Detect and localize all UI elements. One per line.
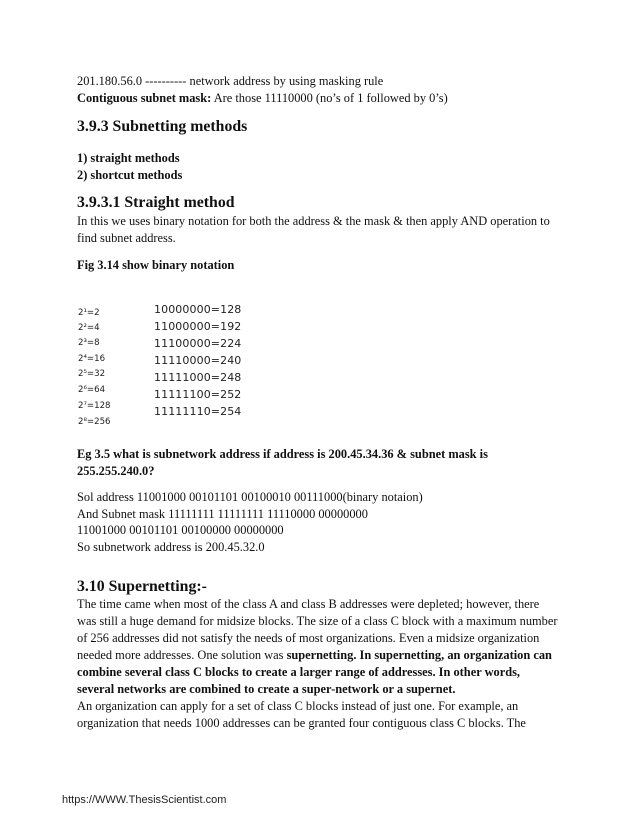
supernetting-text-6: several networks are combined to create a super-network or a supernet. <box>77 682 456 696</box>
supernetting-text-2: was still a huge demand for midsize blocks. The size of a class C block with a maximum number <box>77 614 558 628</box>
power-entry: 2⁷=128 <box>78 401 111 411</box>
supernetting-text-1: The time came when most of the class A and class B addresses were depleted; however, there <box>77 597 540 611</box>
binary-value: 11100000=224 <box>154 337 242 350</box>
section-heading-subnetting-methods: 3.9.3 Subnetting methods <box>77 118 248 135</box>
supernetting-text-4-bold: supernetting. In supernetting, an organization can <box>286 648 552 662</box>
supernetting-text-8: organization that needs 1000 addresses can be granted four contiguous class C blocks. The <box>77 716 526 730</box>
binary-value: 11110000=240 <box>154 354 242 367</box>
contiguous-mask-label: Contiguous subnet mask: <box>77 91 212 105</box>
supernetting-text-4-normal: needed more addresses. One solution was <box>77 648 287 662</box>
straight-method-text-2: find subnet address. <box>77 231 176 245</box>
binary-value: 11111100=252 <box>154 388 242 401</box>
figure-caption: Fig 3.14 show binary notation <box>77 258 235 272</box>
method-item-1: 1) straight methods <box>77 151 180 165</box>
method-item-2: 2) shortcut methods <box>77 168 183 182</box>
binary-value: 11111110=254 <box>154 405 242 418</box>
footer-url: https://WWW.ThesisScientist.com <box>62 794 227 806</box>
solution-line-4: So subnetwork address is 200.45.32.0 <box>77 540 265 554</box>
section-heading-straight-method: 3.9.3.1 Straight method <box>77 194 235 211</box>
supernetting-text-7: An organization can apply for a set of class C blocks instead of just one. For example, an <box>77 699 519 713</box>
supernetting-text-4 <box>77 647 552 664</box>
binary-value: 11000000=192 <box>154 320 242 333</box>
power-entry: 2⁸=256 <box>78 417 111 427</box>
solution-line-2: And Subnet mask 11111111 11111111 11110000 00000000 <box>77 507 368 521</box>
power-entry: 2¹=2 <box>78 308 100 318</box>
solution-line-3: 11001000 00101101 00100000 00000000 <box>77 523 284 537</box>
section-heading-supernetting: 3.10 Supernetting:- <box>77 578 207 595</box>
power-entry: 2³=8 <box>78 338 100 348</box>
power-entry: 2⁴=16 <box>78 354 106 364</box>
power-entry: 2²=4 <box>78 323 100 333</box>
binary-notation-figure <box>74 300 264 432</box>
power-entry: 2⁶=64 <box>78 385 106 395</box>
example-question-2: 255.255.240.0? <box>77 464 155 478</box>
contiguous-mask-line <box>77 90 448 107</box>
binary-value: 10000000=128 <box>154 303 242 316</box>
supernetting-text-3: of 256 addresses did not satisfy the needs of most organizations. Even a midsize organization <box>77 631 540 645</box>
contiguous-mask-text: Are those 11110000 (no’s of 1 followed by 0’s) <box>211 91 448 105</box>
supernetting-text-5: combine several class C blocks to create a larger range of addresses. In other words, <box>77 665 521 679</box>
straight-method-text-1: In this we uses binary notation for both the address & the mask & then apply AND operation to <box>77 214 550 228</box>
binary-value: 11111000=248 <box>154 371 242 384</box>
example-question-1: Eg 3.5 what is subnetwork address if address is 200.45.34.36 & subnet mask is <box>77 447 488 461</box>
network-address-line: 201.180.56.0 ---------- network address by using masking rule <box>77 74 384 88</box>
solution-line-1: Sol address 11001000 00101101 00100010 00111000(binary notaion) <box>77 490 423 504</box>
power-entry: 2⁵=32 <box>78 369 106 379</box>
